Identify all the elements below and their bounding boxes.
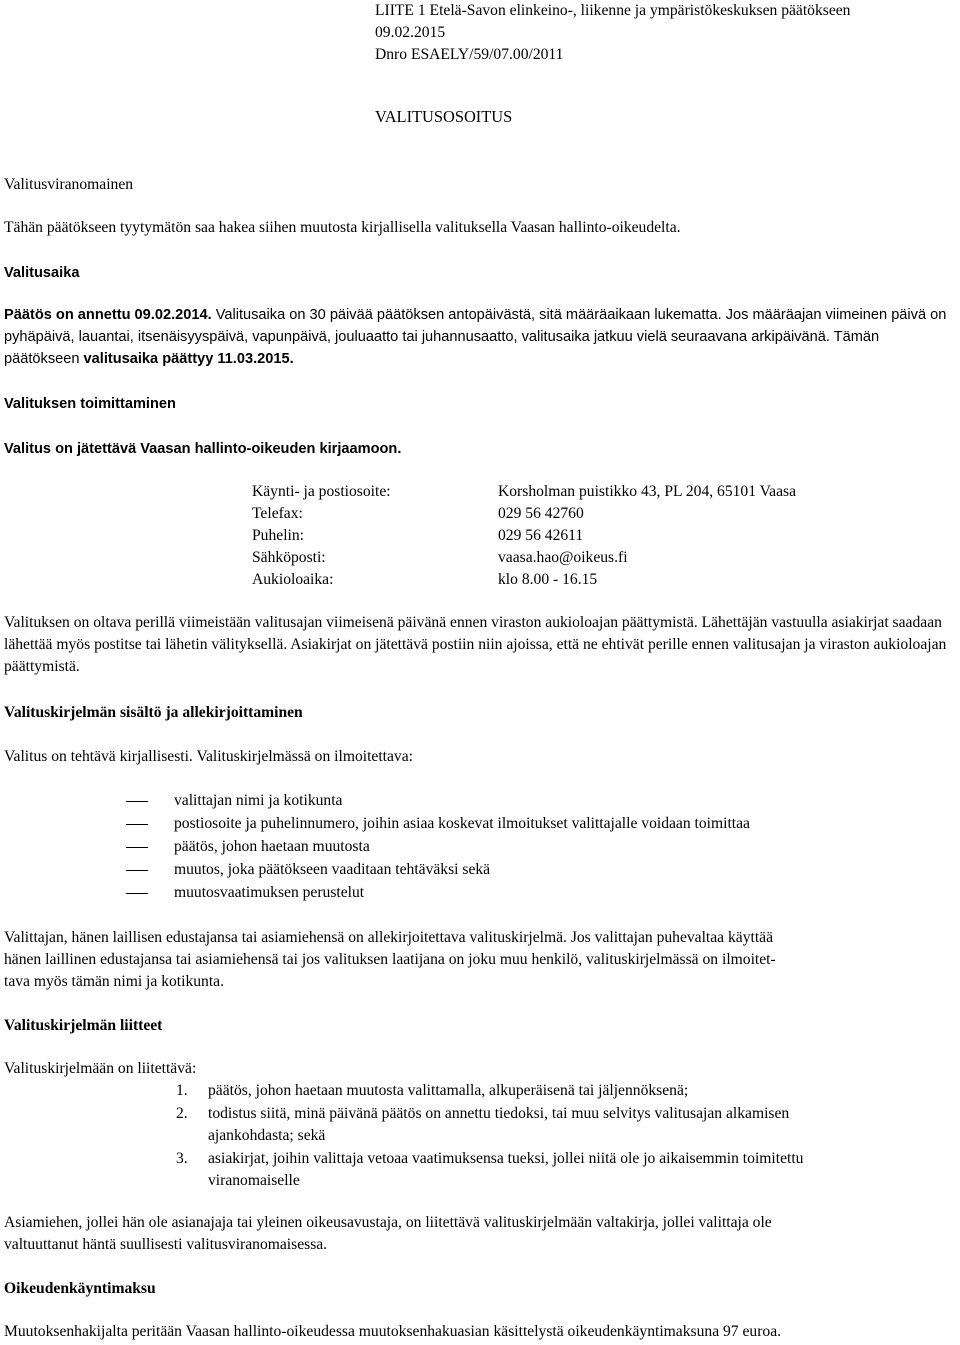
- contact-label-phone: Puhelin:: [252, 527, 304, 544]
- delivery-paragraph: Valituksen on oltava perillä viimeistään valitusajan viimeisenä päivänä ennen viraston aukioloajan päättymistä. Lähettäjän vastuulla asiakirjat saadaan lähettää myös postitse tai lähetin välityksellä. Asiakirjat on jätettävä postiin niin ajoissa, että ne ehtivät perille ennen valitusajan ja viraston aukioloajan päättymistä.: [4, 614, 947, 675]
- contact-value-email: vaasa.hao@oikeus.fi: [498, 549, 628, 566]
- dash-bullet-icon: [126, 824, 148, 825]
- authority-text: Tähän päätökseen tyytymätön saa hakea siihen muutosta kirjallisella valituksella Vaasan hallinto-oikeudelta.: [4, 219, 681, 236]
- contact-value-address: Korsholman puistikko 43, PL 204, 65101 Vaasa: [498, 483, 797, 500]
- dash-bullet-icon: [126, 893, 148, 894]
- contact-value-telefax: 029 56 42760: [498, 505, 584, 522]
- dash-bullet-icon: [126, 801, 148, 802]
- signature-line-2: hänen laillinen edustajansa tai asiamiehensä tai jos valituksen laatijana on joku muu henkilö, valituskirjelmässä on ilmoitet-: [4, 951, 776, 968]
- content-list: valittajan nimi ja kotikunta postiosoite ja puhelinnumero, joihin asiaa koskevat ilmoitukset valittajalle voidaan toimittaa päätös, johon haetaan muutosta muutos, joka päätökseen vaaditaan tehtäväksi sekä muutosvaatimuksen perustelut: [126, 790, 946, 905]
- signature-line-1: Valittajan, hänen laillisen edustajansa tai asiamiehensä on allekirjoitettava valituskirjelmä. Jos valittajan puhevaltaa käyttää: [4, 929, 774, 946]
- contact-label-email: Sähköposti:: [252, 549, 326, 566]
- contact-value-phone: 029 56 42611: [498, 527, 584, 544]
- authority-heading: Valitusviranomainen: [4, 176, 134, 193]
- content-intro: Valitus on tehtävä kirjallisesti. Valituskirjelmässä on ilmoitettava:: [4, 748, 413, 765]
- contact-label-telefax: Telefax:: [252, 505, 303, 522]
- proxy-line-2: valtuuttanut häntä suullisesti valitusviranomaisessa.: [4, 1236, 328, 1253]
- attachments-intro: Valituskirjelmään on liitettävä:: [4, 1060, 197, 1077]
- content-heading: Valituskirjelmän sisältö ja allekirjoittaminen: [4, 704, 303, 721]
- deadline-heading: Valitusaika: [4, 265, 80, 281]
- contact-value-hours: klo 8.00 - 16.15: [498, 571, 598, 588]
- fee-heading: Oikeudenkäyntimaksu: [4, 1280, 156, 1297]
- header-dnro: Dnro ESAELY/59/07.00/2011: [375, 46, 564, 63]
- signature-line-3: tava myös tämän nimi ja kotikunta.: [4, 973, 225, 990]
- deadline-paragraph: [4, 304, 956, 370]
- header-date: 09.02.2015: [375, 24, 446, 41]
- dash-bullet-icon: [126, 847, 148, 848]
- decision-date-text: Päätös on annettu 09.02.2014.: [4, 307, 212, 323]
- fee-text: Muutoksenhakijalta peritään Vaasan hallinto-oikeudessa muutoksenhakuasian käsittelystä oikeudenkäyntimaksuna 97 euroa.: [4, 1323, 782, 1340]
- deadline-end-text: valitusaika päättyy 11.03.2015.: [83, 351, 294, 367]
- proxy-line-1: Asiamiehen, jollei hän ole asianajaja tai yleinen oikeusavustaja, on liitettävä valituskirjelmään valtakirja, jollei valittaja ole: [4, 1214, 772, 1231]
- document-title: VALITUSOSOITUS: [375, 107, 513, 126]
- attachments-list: 1. päätös, johon haetaan muutosta valittamalla, alkuperäisenä tai jäljennöksenä; 2. todistus siitä, minä päivänä päätös on annettu tiedoksi, tai muu selvitys valitusajan alkamisen ajankohdasta; sekä 3. asiakirjat, joihin valittaja vetoaa vaatimuksensa tueksi, jollei niitä ole jo aikaisemmin toimitettu viranomaiselle: [176, 1082, 804, 1189]
- contact-label-address: Käynti- ja postiosoite:: [252, 483, 391, 500]
- delivery-bold-text: Valitus on jätettävä Vaasan hallinto-oikeuden kirjaamoon.: [4, 441, 402, 457]
- header-line-1: LIITE 1 Etelä-Savon elinkeino-, liikenne ja ympäristökeskuksen päätökseen: [375, 2, 851, 19]
- dash-bullet-icon: [126, 870, 148, 871]
- list-number: 1.: [176, 1082, 188, 1099]
- list-number: 2.: [176, 1105, 188, 1122]
- contact-table: [252, 481, 952, 591]
- deadline-body-text: Valitusaika on 30 päivää päätöksen antopäivästä, sitä määräaikaan lukematta. Jos määräajan viimeinen päivä on pyhäpäivä, lauantai, itsenäisyyspäivä, vapunpäivä, jouluaatto tai juhannusaatto, valitusaika jatkuu vielä seuraavana arkipäivänä. Tämän päätökseen: [4, 307, 947, 367]
- contact-label-hours: Aukioloaika:: [252, 571, 334, 588]
- list-number: 3.: [176, 1150, 188, 1167]
- delivery-heading: Valituksen toimittaminen: [4, 396, 176, 412]
- attachments-heading: Valituskirjelmän liitteet: [4, 1017, 163, 1034]
